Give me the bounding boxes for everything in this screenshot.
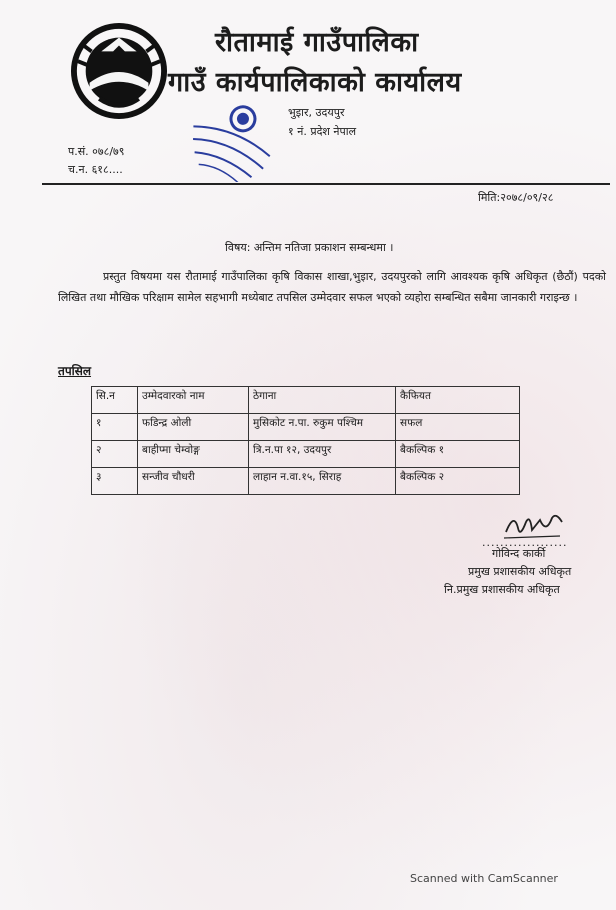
letter-body: प्रस्तुत विषयमा यस रौतामाई गाउँपालिका कृषि विकास शाखा,भुइार, उदयपुरको लागि आवश्यक कृषि अधिकृत (छैठौं) पदको लिखित तथा मौखिक परिक्षाम सामेल सहभागी मध्येबाट तपसिल उम्मेदवार सफल भएको व्यहोरा सम्बन्धित सबैमा जानकारी गराइन्छ । xyxy=(58,270,606,304)
header-cell: सि.न xyxy=(92,387,138,414)
table-cell: २ xyxy=(92,441,138,468)
signatory-acting-title: नि.प्रमुख प्रशासकीय अधिकृत xyxy=(444,583,560,596)
nepal-emblem-logo xyxy=(70,22,168,120)
section-title: तपसिल xyxy=(58,364,92,378)
camscanner-watermark: Scanned with CamScanner xyxy=(410,872,558,885)
org-name: रौतामाई गाउँपालिका xyxy=(215,27,419,58)
table-cell: बैकल्पिक २ xyxy=(396,468,520,495)
table-cell: लाहान न.वा.१५, सिराह xyxy=(249,468,396,495)
table-cell: त्रि.न.पा १२, उदयपुर xyxy=(249,441,396,468)
table-cell: बाहीप्मा चेम्वोङ्ग xyxy=(138,441,249,468)
office-stamp xyxy=(185,98,277,182)
table-row xyxy=(92,468,520,495)
signature-dots: ................... xyxy=(482,536,568,549)
letter-date: मिति:२०७८/०९/२८ xyxy=(478,191,554,204)
header-divider xyxy=(42,183,610,185)
results-table xyxy=(91,386,520,495)
table-cell: सफल xyxy=(396,414,520,441)
table-cell: १ xyxy=(92,414,138,441)
table-cell: ३ xyxy=(92,468,138,495)
office-name: गाउँ कार्यपालिकाको कार्यालय xyxy=(168,67,462,98)
table-row xyxy=(92,441,520,468)
header-cell: उम्मेदवारको नाम xyxy=(138,387,249,414)
signatory-name: गोविन्द कार्की xyxy=(492,547,546,560)
table-row xyxy=(92,414,520,441)
header-cell: कैफियत xyxy=(396,387,520,414)
table-cell: सन्जीव चौधरी xyxy=(138,468,249,495)
address-line-2: १ नं. प्रदेश नेपाल xyxy=(288,125,357,138)
reference-number: प.सं. ०७८/७९ xyxy=(68,145,125,158)
signatory-title: प्रमुख प्रशासकीय अधिकृत xyxy=(468,565,572,578)
dispatch-number: च.न. ६१८.... xyxy=(68,163,123,176)
letter-subject: विषय: अन्तिम नतिजा प्रकाशन सम्बन्धमा । xyxy=(225,241,394,254)
address-line-1: भुइार, उदयपुर xyxy=(288,106,345,119)
header-cell: ठेगाना xyxy=(249,387,396,414)
table-cell: बैकल्पिक १ xyxy=(396,441,520,468)
table-header-row xyxy=(92,387,520,414)
table-cell: फडिन्द्र ओली xyxy=(138,414,249,441)
table-cell: मुसिकोट न.पा. रुकुम पश्चिम xyxy=(249,414,396,441)
